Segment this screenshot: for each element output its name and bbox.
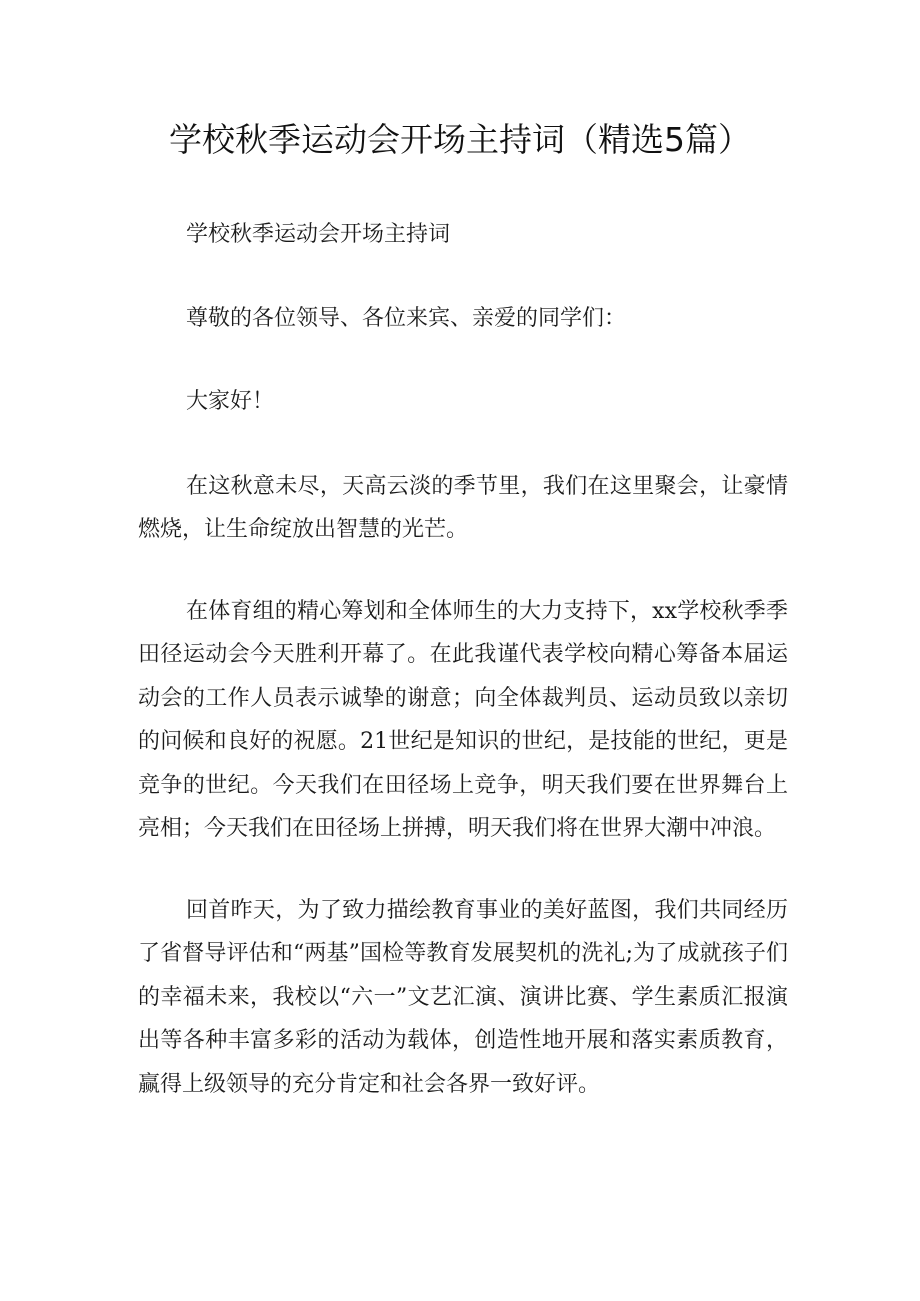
document-body bbox=[138, 213, 788, 1144]
paragraph: 在体育组的精心筹划和全体师生的大力支持下，xx学校秋季季田径运动会今天胜利开幕了。在此我谨代表学校向精心筹备本届运动会的工作人员表示诚挚的谢意；向全体裁判员、运动员致以亲切的问候和良好的祝愿。21世纪是知识的世纪，是技能的世纪，更是竞争的世纪。今天我们在田径场上竞争，明天我们要在世界舞台上亮相；今天我们在田径场上拼搏，明天我们将在世界大潮中冲浪。 bbox=[138, 598, 788, 841]
paragraph: 回首昨天，为了致力描绘教育事业的美好蓝图，我们共同经历了省督导评估和“两基”国检等教育发展契机的洗礼;为了成就孩子们的幸福未来，我校以“六一”文艺汇演、演讲比赛、学生素质汇报演出等各种丰富多彩的活动为载体，创造性地开展和落实素质教育，赢得上级领导的充分肯定和社会各界一致好评。 bbox=[138, 897, 788, 1097]
section-subtitle: 学校秋季运动会开场主持词 bbox=[186, 222, 451, 247]
paragraph: 在这秋意未尽，天高云淡的季节里，我们在这里聚会，让豪情燃烧，让生命绽放出智慧的光芒。 bbox=[138, 473, 788, 542]
document-title: 学校秋季运动会开场主持词（精选5篇） bbox=[169, 120, 751, 159]
hello-line: 大家好！ bbox=[186, 389, 275, 414]
greeting-line: 尊敬的各位领导、各位来宾、亲爱的同学们： bbox=[186, 305, 627, 331]
